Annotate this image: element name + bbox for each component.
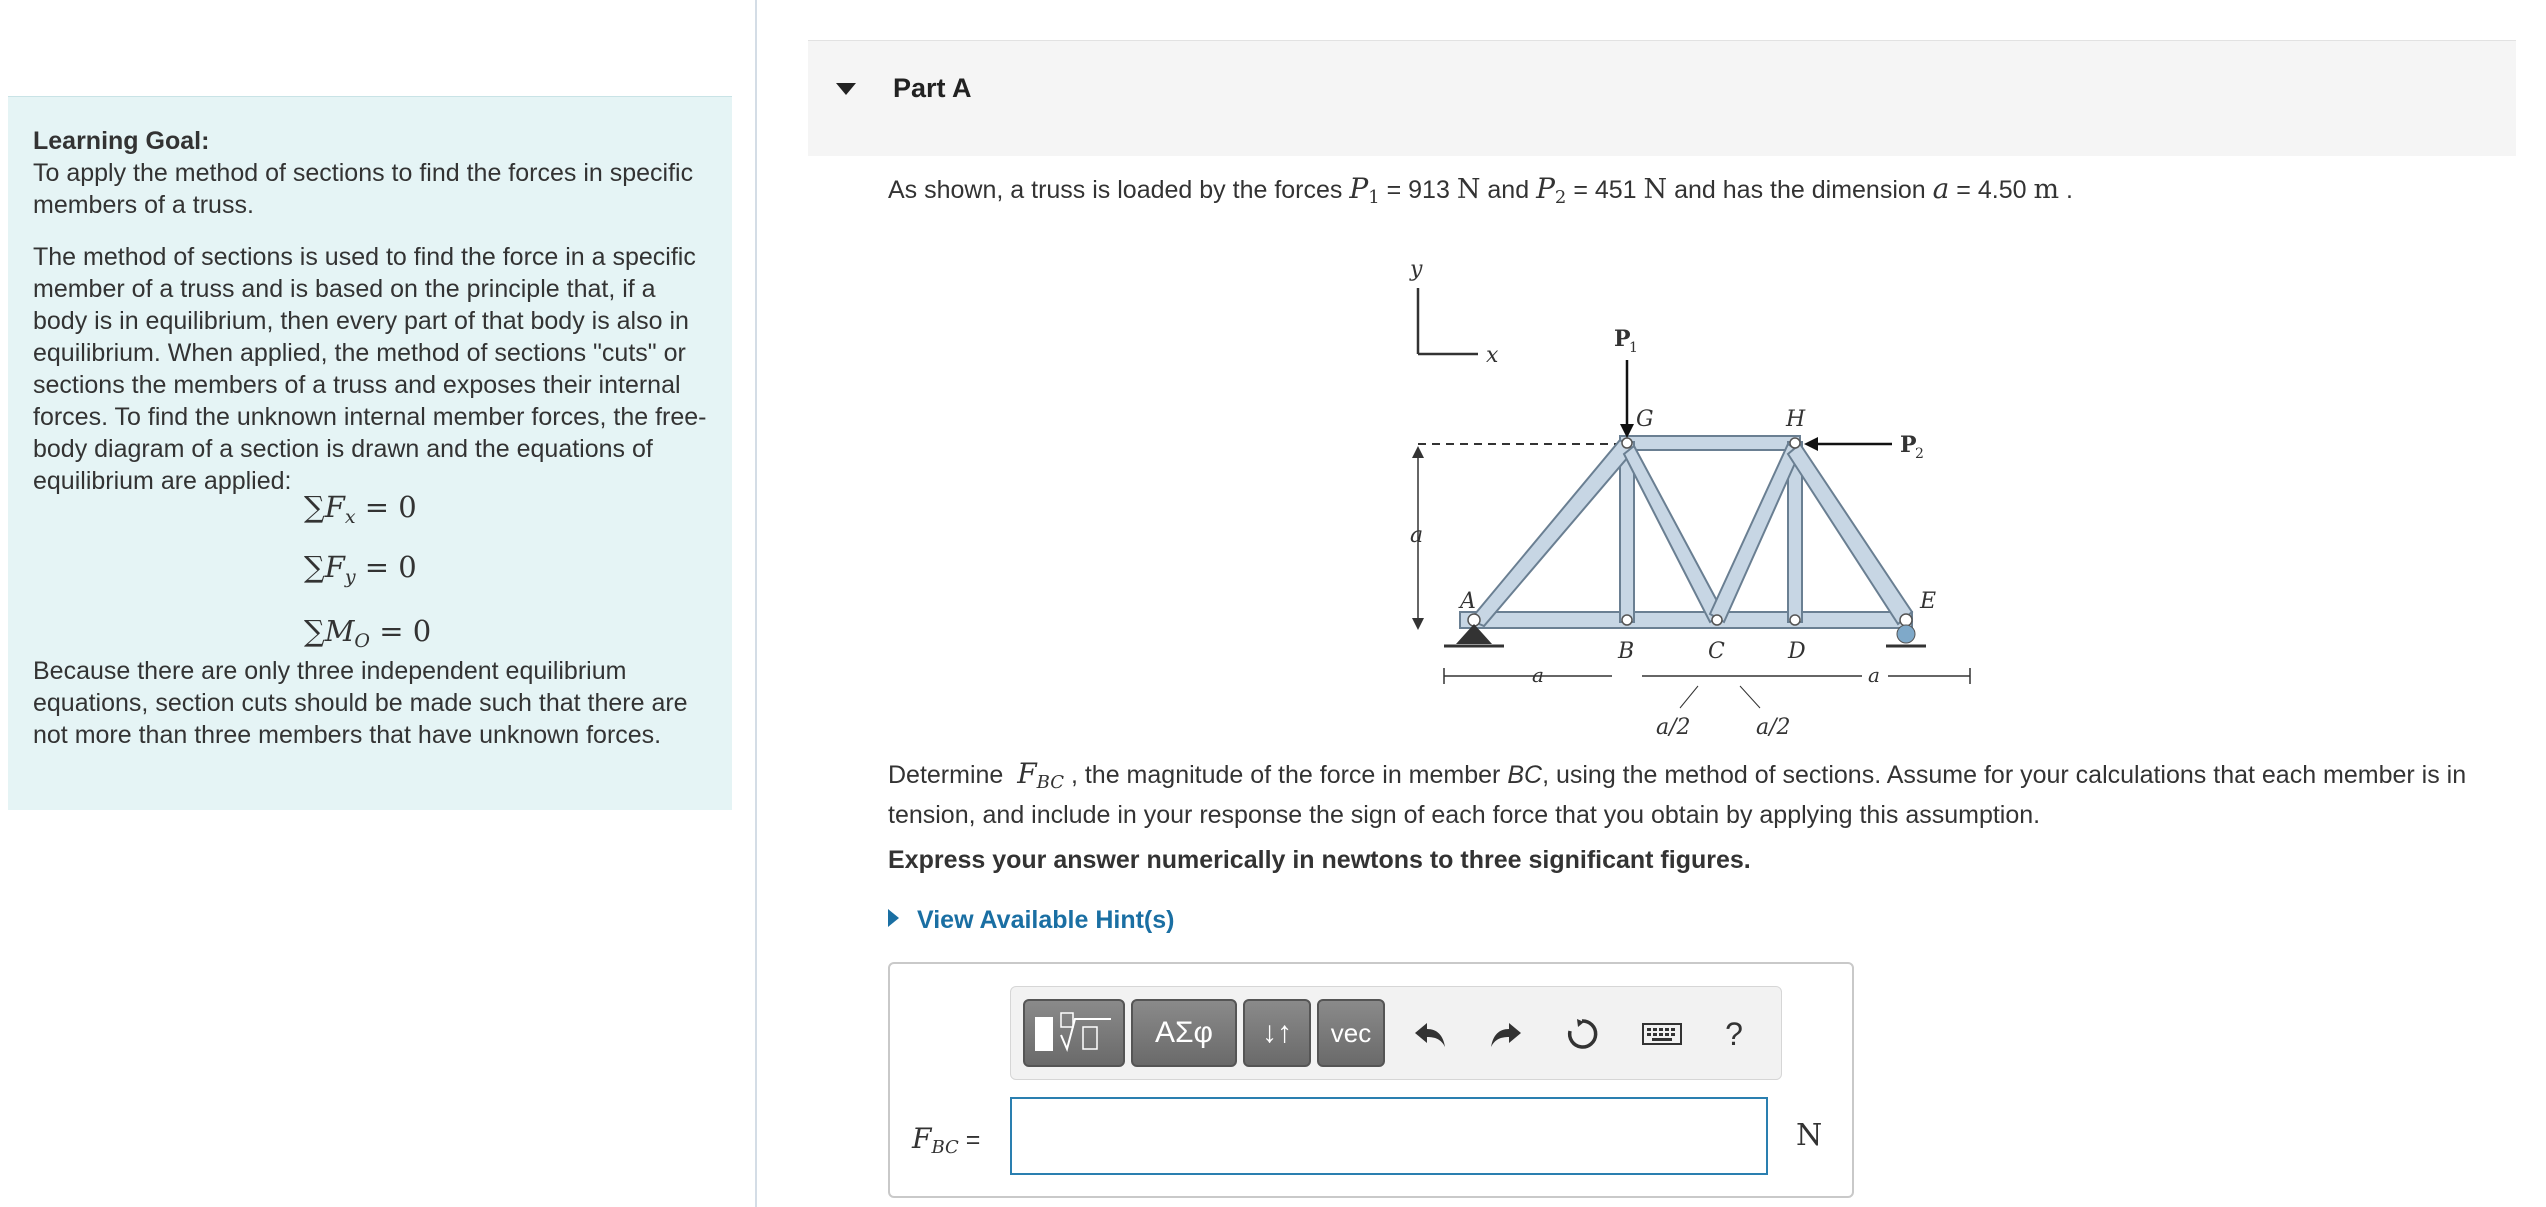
expand-caret-icon xyxy=(888,909,899,927)
panel-divider xyxy=(755,0,757,1207)
dim-half-2: a/2 xyxy=(1756,715,1791,740)
dim-a-right: a xyxy=(1868,663,1880,687)
templates-button[interactable] xyxy=(1023,999,1125,1067)
dim-a-left: a xyxy=(1532,663,1544,687)
force-p2-label: P xyxy=(1900,432,1917,458)
svg-text:2: 2 xyxy=(1915,446,1924,462)
part-title: Part A xyxy=(893,73,972,103)
joint-e-label: E xyxy=(1920,589,1937,614)
dim-a-vertical: a xyxy=(1410,523,1424,548)
equation-sum-fx: $\sum F_x = 0$ xyxy=(304,490,417,528)
svg-text:1: 1 xyxy=(1629,340,1638,356)
keyboard-icon[interactable] xyxy=(1637,1009,1687,1059)
learning-goal-closing: Because there are only three independent equilibrium equations, section cuts should be made such that there are not more than three members that have unknown forces. xyxy=(33,657,688,749)
view-hints-link[interactable]: View Available Hint(s) xyxy=(888,906,1174,935)
force-p1-label: P xyxy=(1614,326,1631,352)
templates-icon xyxy=(1031,1009,1117,1057)
answer-input[interactable] xyxy=(1010,1097,1768,1175)
joint-g-label: G xyxy=(1636,407,1654,432)
joint-c-label: C xyxy=(1708,639,1725,664)
redo-icon[interactable] xyxy=(1481,1009,1531,1059)
answer-instructions: Express your answer numerically in newtons to three significant figures. xyxy=(888,846,1751,874)
part-a-header[interactable] xyxy=(808,40,2516,156)
answer-box xyxy=(888,962,1854,1198)
learning-goal-intro: To apply the method of sections to find the forces in specific members of a truss. xyxy=(33,159,694,219)
help-button[interactable]: ? xyxy=(1725,1015,1743,1052)
collapse-caret-icon[interactable] xyxy=(836,83,856,95)
equation-sum-fy: $\sum F_y = 0$ xyxy=(304,550,417,588)
greek-symbols-button[interactable]: ΑΣφ xyxy=(1131,999,1237,1067)
undo-icon[interactable] xyxy=(1405,1009,1455,1059)
joint-a-label: A xyxy=(1460,589,1476,614)
problem-statement: As shown, a truss is loaded by the forces $P_1 = 913$ N and $P_2 = 451$ N and has the dimension a = 4.50 m . xyxy=(888,172,2073,208)
joint-d-label: D xyxy=(1788,639,1806,664)
joint-b-label: B xyxy=(1618,639,1635,664)
axis-x-label: x xyxy=(1486,343,1499,368)
math-toolbar xyxy=(1010,986,1782,1080)
dim-half-1: a/2 xyxy=(1656,715,1691,740)
answer-unit: N xyxy=(1796,1118,1823,1153)
axis-y-label: y xyxy=(1410,257,1423,282)
subscript-superscript-button[interactable]: ↓↑ xyxy=(1243,999,1311,1067)
truss-diagram xyxy=(1380,240,2020,740)
learning-goal-panel xyxy=(8,96,732,810)
equation-sum-mo: $\sum M_O = 0$ xyxy=(304,614,432,652)
learning-goal-title: Learning Goal: xyxy=(33,127,210,155)
vector-button[interactable]: vec xyxy=(1317,999,1385,1067)
joint-h-label: H xyxy=(1786,407,1806,432)
answer-label: $F_{BC}$ = xyxy=(912,1122,981,1158)
reset-icon[interactable] xyxy=(1557,1009,1607,1059)
question-text: Determine $F_{BC}$ , the magnitude of the force in member BC, using the method of sections. Assume for your calculations that each member is in tension, and include in your response the sign of each force that you obtain by applying this assumption. xyxy=(888,757,2467,829)
learning-goal-body: The method of sections is used to find the force in a specific member of a truss and is based on the principle that, if a body is in equilibrium, then every part of that body is also in equilibrium. When applied, the method of sections "cuts" or sections the members of a truss and exposes their internal forces. To find the unknown internal member forces, the free-body diagram of a section is drawn and the equations of equilibrium are applied: xyxy=(33,243,707,495)
